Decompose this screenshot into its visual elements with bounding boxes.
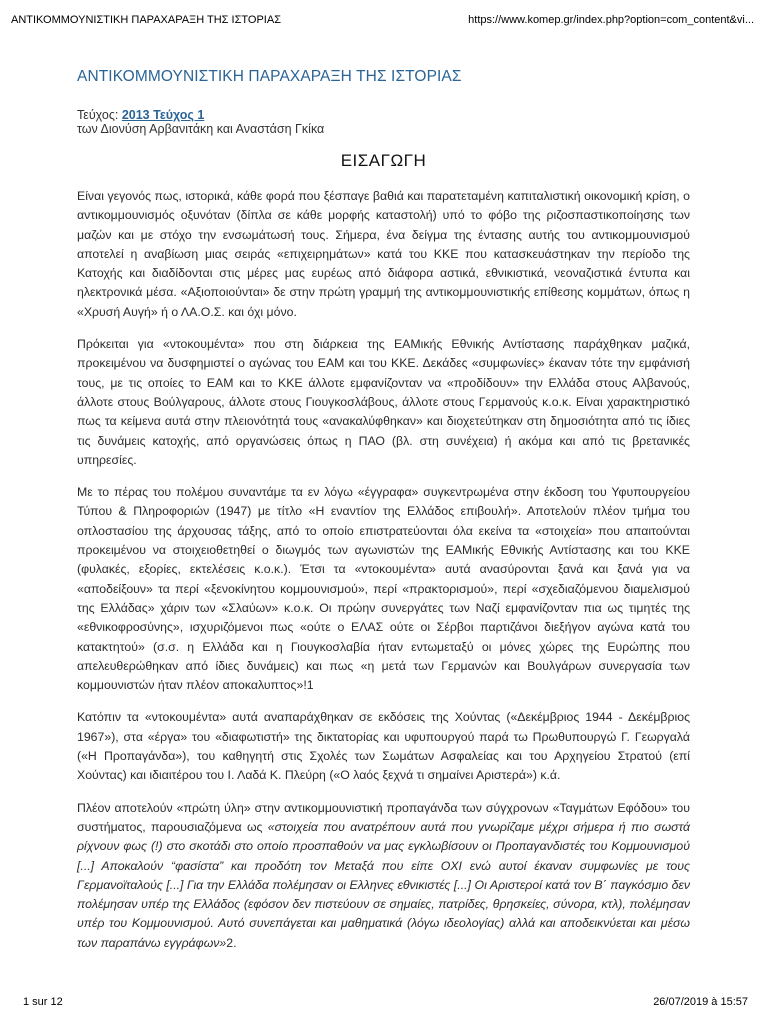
article-title[interactable]: ΑΝΤΙΚΟΜΜΟΥΝΙΣΤΙΚΗ ΠΑΡΑΧΑΡΑΞΗ ΤΗΣ ΙΣΤΟΡΙΑΣ [77, 68, 462, 85]
print-footer [23, 996, 748, 1012]
paragraph-3: Με το πέρας του πολέμου συναντάμε τα εν λόγω «έγγραφα» συγκεντρωμένα στην έκδοση του Υφυπουργείου Τύπου & Πληροφοριών (1947) με τίτλο «Η εναντίον της Ελλάδος επιβουλή». Αποτελούν πλέον τμήμα του οπλοστασίου της άρχουσας τάξης, από το οποίο επιστρατεύονται όλα εκείνα τα «στοιχεία» που απαιτούνται προκειμένου να στοιχειοθετηθεί ο διωγμός των αγωνιστών της ΕΑΜικής Εθνικής Αντίστασης και του ΚΚΕ (φυλακές, εξορίες, εκτελέσεις κ.ο.κ.). Έτσι τα «ντοκουμέντα» αυτά ανασύρονται ξανά και ξανά για να «αποδείξουν» τα περί «ξενοκίνητου κομμουνισμού», περί «πρακτορισμού», περί «σχεδιαζόμενου διαμελισμού της Ελλάδας» χάριν των «Σλαύων» κ.ο.κ. Οι πρώην συνεργάτες των Ναζί εμφανίζονταν πια ως τιμητές της «εθνικοφροσύνης», ισχυριζόμενοι πως «ούτε ο ΕΛΑΣ ούτε οι Σέρβοι παρτιζάνοι διεξήγον αγώνα κατά του κατακτητού» (σ.σ. η Ελλάδα και η Γιουγκοσλαβία ήταν εντωμεταξύ οι μόνες χώρες της Ευρώπης που απελευθερώθηκαν από ίδιες δυνάμεις) και πως «η μετά των Γερμανών και Βουλγάρων συνεργασία των κομμουνιστών ήταν πλέον αποκαλυπτος»!1 [77, 485, 690, 693]
print-datetime: 26/07/2019 à 15:57 [653, 996, 748, 1008]
paragraph-4: Κατόπιν τα «ντοκουμέντα» αυτά αναπαράχθηκαν σε εκδόσεις της Χούντας («Δεκέμβριος 1944 - Δεκέμβριος 1967»), στα «έργα» του «διαφωτιστή» της δικτατορίας και υφυπουργού παρά τω Πρωθυπουργώ Γ. Γεωργαλά («Η Προπαγάνδα»), του καθηγητή στις Σχολές των Σωμάτων Ασφαλείας και του Αρχηγείου Στρατού (επί Χούντας) και ιδιαιτέρου του Ι. Λαδά Κ. Πλεύρη («Ο λαός ξεχνά τι σημαίνει Αριστερά») κ.ά. [77, 710, 690, 783]
issue-link[interactable]: 2013 Τεύχος 1 [121, 108, 205, 122]
issue-label: Τεύχος: [77, 108, 122, 122]
authors-line: των Διονύση Αρβανιτάκη και Αναστάση Γκίκα [77, 122, 325, 136]
paragraph-2: Πρόκειται για «ντοκουμέντα» που στη διάρκεια της ΕΑΜικής Εθνικής Αντίστασης παράχθηκαν μαζικά, προκειμένου να δυσφημιστεί ο αγώνας του ΕΑΜ και του ΚΚΕ. Δεκάδες «συμφωνίες» έκαναν τότε την εμφάνισή τους, με τις οποίες το ΕΑΜ και το ΚΚΕ άλλοτε εμφανίζονταν να «προδίδουν» την Ελλάδα στους Αλβανούς, άλλοτε στους Βούλγαρους, άλλοτε στους Γιουγκοσλάβους, άλλοτε στους Γερμανούς κ.ο.κ. Είναι χαρακτηριστικό πως τα κείμενα αυτά στην πλειονότητά τους «ανακαλύφθηκαν» και διοχετεύτηκαν στη δημοσιότητα από τις ίδιες τις δυνάμεις κατοχής, από οργανώσεις όπως η ΠΑΟ (βλ. στη συνέχεια) ή ακόμα και από τις βρετανικές υπηρεσίες. [77, 337, 690, 467]
paragraph-5 [77, 799, 690, 953]
paragraph-5-start: Πλέον αποτελούν «πρώτη ύλη» στην αντικομμουνιστική προπαγάνδα των σύγχρονων «Ταγμάτων Εφόδου» του συστήματος, παρουσιαζόμενα ως [77, 800, 690, 834]
paragraph-5-end: 2. [226, 935, 237, 950]
print-header [11, 14, 754, 32]
issue-line [77, 108, 690, 122]
section-heading: ΕΙΣΑΓΩΓΗ [340, 151, 427, 170]
print-header-url: https://www.komep.gr/index.php?option=com_content&vi... [468, 14, 754, 26]
print-header-title: ΑΝΤΙΚΟΜΜΟΥΝΙΣΤΙΚΗ ΠΑΡΑΧΑΡΑΞΗ ΤΗΣ ΙΣΤΟΡΙΑΣ [11, 14, 281, 26]
paragraph-1: Είναι γεγονός πως, ιστορικά, κάθε φορά που ξέσπαγε βαθιά και παρατεταμένη καπιταλιστική οικονομική κρίση, ο αντικομμουνισμός οξυνόταν (δίπλα σε κάθε μορφής καταστολή) υπό το φόβο της ριζοσπαστικοποίησης των μαζών και με στόχο την ενσωμάτωσή τους. Σήμερα, ένα δείγμα της έντασης αυτής του αντικομμουνισμού αποτελεί η αναβίωση μιας σειράς «επιχειρημάτων» κατά του ΚΚΕ που κατασκευάστηκαν την περίοδο της Κατοχής και διαδίδονται στις μέρες μας ευρέως από διάφορα αστικά, εθνικιστικά, νεοναζιστικά έντυπα και ηλεκτρονικά μέσα. «Αξιοποιούνται» δε στην πρώτη γραμμή της αντικομμουνιστικής επίθεσης κομμάτων, όπως η «Χρυσή Αυγή» ή ο ΛΑ.Ο.Σ. και όχι μόνο. [77, 189, 690, 319]
paragraph-5-quote: «στοιχεία που ανατρέπουν αυτά που γνωρίζαμε μέχρι σήμερα ή πιο σωστά ρίχνουν φως (!) στο σκοτάδι στο οποίο προσπαθούν να μας εγκλωβίσουν οι Προπαγανδιστές του Κομμουνισμού [...] Αποκαλούν “φασίστα” και προδότη τον Μεταξά που είπε ΟΧΙ ενώ αυτοί έκαναν συμφωνίες με τους Γερμανοϊταλούς [...] Για την Ελλάδα πολέμησαν οι Ελληνες εθνικιστές [...] Οι Αριστεροί κατά τον Β΄ παγκόσμιο δεν πολέμησαν υπέρ της Ελλάδος (εφόσον δεν πιστεύουν σε σημαίες, πατρίδες, θρησκείες, σύνορα, κτλ), πολέμησαν υπέρ του Κομμουνισμού. Αυτό συνεπάγεται και μαθηματικά (λόγω ιδεολογίας) αλλά και αποδεικνύεται και μέσω των παραπάνω εγγράφων» [77, 819, 691, 950]
article [77, 68, 690, 966]
page-counter: 1 sur 12 [23, 996, 63, 1008]
article-meta [77, 108, 690, 136]
